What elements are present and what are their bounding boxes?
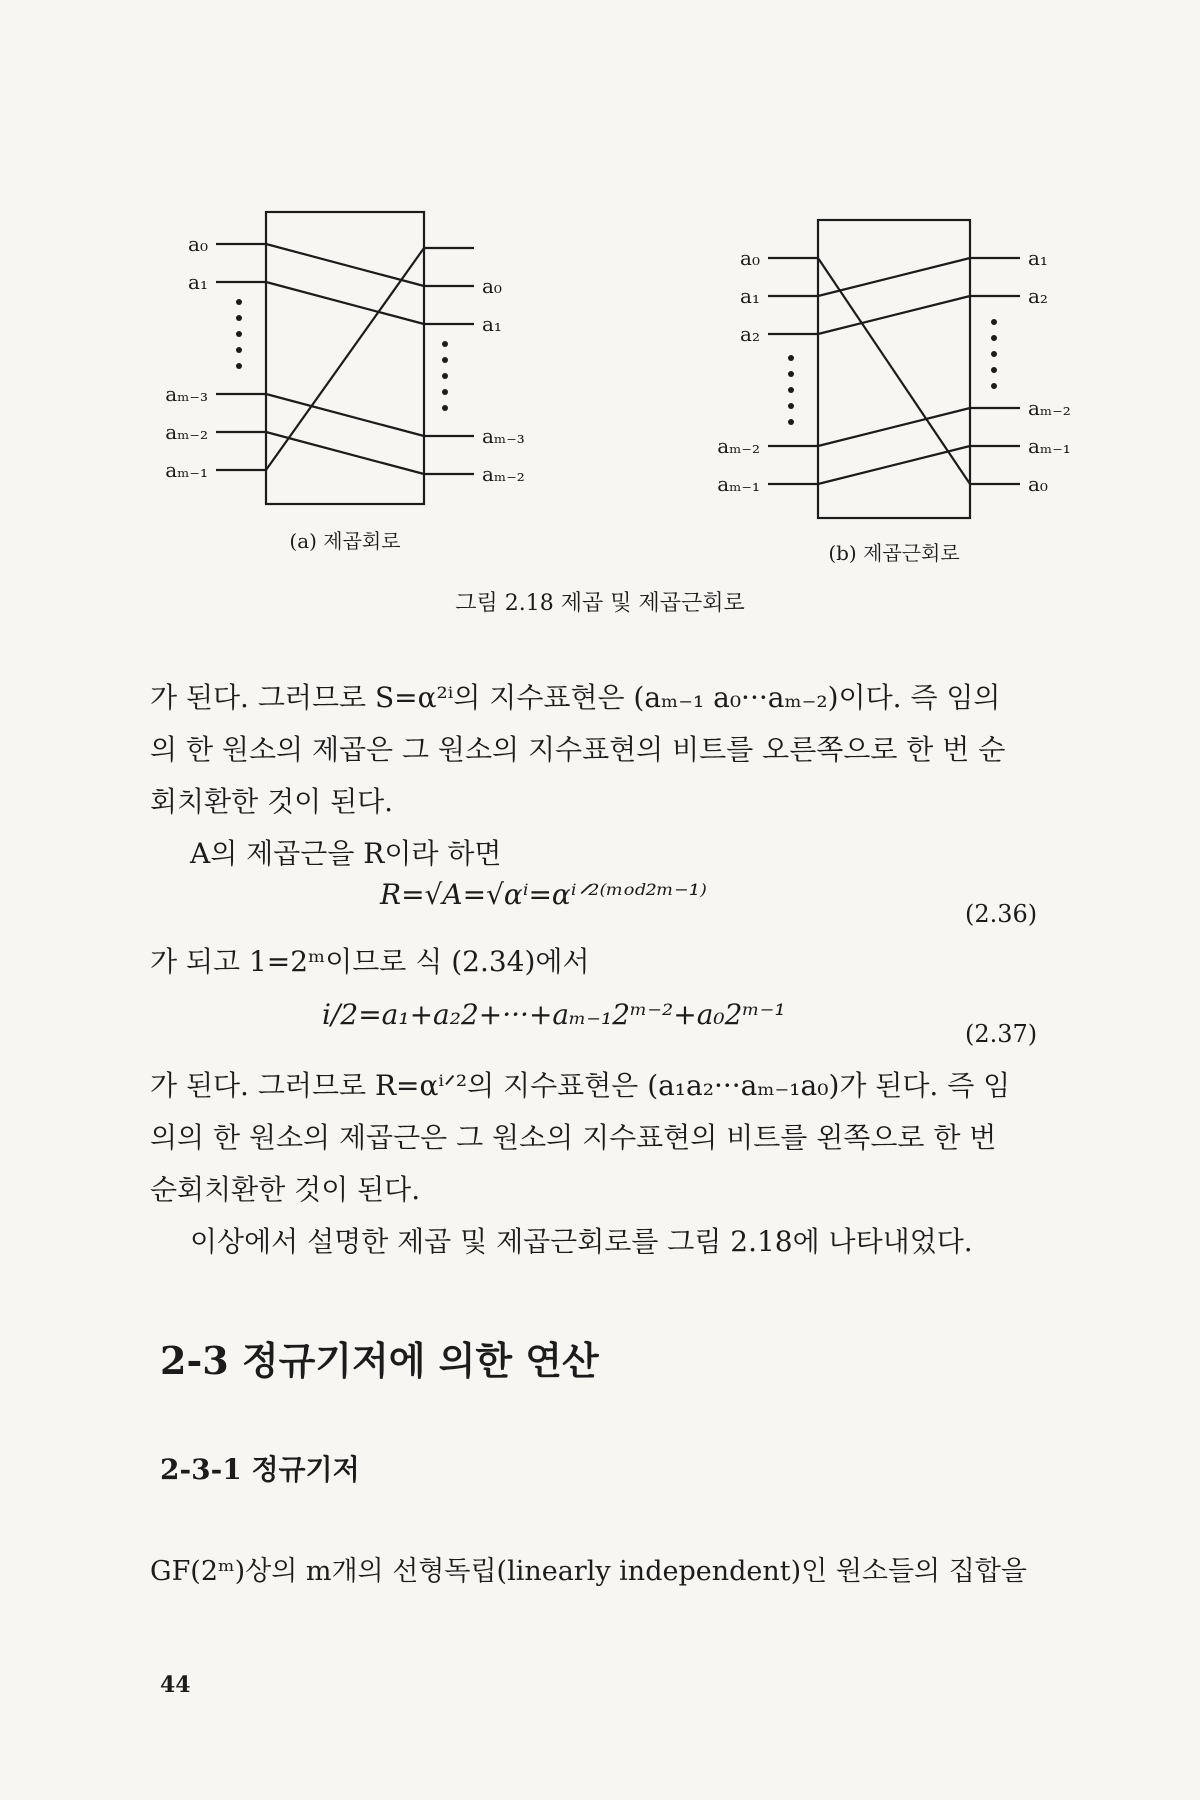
- paragraph-6: [150, 1546, 1070, 1598]
- text-line: 가 된다. 그러므로 S=α²ⁱ의 지수표현은 (aₘ₋₁ a₀···aₘ₋₂)이다. 즉 임의: [150, 681, 1001, 714]
- equation-number: (2.36): [965, 900, 1038, 928]
- figure-2-18: [0, 0, 1200, 640]
- input-label: a₀: [188, 232, 208, 256]
- text-line: A의 제곱근을 R이라 하면: [190, 837, 502, 870]
- equation-2-36: R=√A=√αⁱ=αⁱᐟ²⁽ᵐᵒᵈ²ᵐ⁻¹⁾: [380, 878, 707, 911]
- input-label: a₁: [740, 284, 760, 308]
- text-line: 가 되고 1=2ᵐ이므로 식 (2.34)에서: [150, 945, 590, 978]
- output-label: aₘ₋₃: [482, 424, 525, 448]
- text-line: 이상에서 설명한 제곱 및 제곱근회로를 그림 2.18에 나타내었다.: [190, 1225, 973, 1258]
- square-root-circuit: [768, 220, 1020, 518]
- input-label: aₘ₋₂: [717, 434, 760, 458]
- equation-2-37: i/2=a₁+a₂2+···+aₘ₋₁2ᵐ⁻²+a₀2ᵐ⁻¹: [322, 998, 786, 1031]
- figure-caption: 그림 2.18 제곱 및 제곱근회로: [455, 591, 745, 616]
- wire: [266, 282, 424, 324]
- input-label: a₂: [740, 322, 760, 346]
- squaring-circuit-label: (a) 제곱회로: [289, 529, 401, 553]
- wire: [818, 296, 970, 334]
- wire: [818, 446, 970, 484]
- wire: [818, 258, 970, 484]
- input-label: a₀: [740, 246, 760, 270]
- subsection-heading: 2-3-1 정규기저: [160, 1453, 360, 1486]
- page-number: 44: [160, 1672, 191, 1698]
- output-label: a₁: [1028, 246, 1048, 270]
- text-line: 의의 한 원소의 제곱근은 그 원소의 지수표현의 비트를 왼쪽으로 한 번: [150, 1121, 997, 1154]
- output-label: aₘ₋₂: [1028, 396, 1071, 420]
- input-label: a₁: [188, 270, 208, 294]
- output-label: aₘ₋₂: [482, 462, 525, 486]
- wire: [266, 394, 424, 436]
- wire: [818, 408, 970, 446]
- output-label: aₘ₋₁: [1028, 434, 1071, 458]
- section-heading: 2-3 정규기저에 의한 연산: [160, 1338, 599, 1383]
- paragraph-3: [150, 936, 1070, 988]
- text-line: GF(2ᵐ)상의 m개의 선형독립(linearly independent)인 원소들의 집합을: [150, 1556, 1027, 1587]
- input-label: aₘ₋₁: [717, 472, 760, 496]
- input-label: aₘ₋₁: [165, 458, 208, 482]
- text-line: 의 한 원소의 제곱은 그 원소의 지수표현의 비트를 오른쪽으로 한 번 순: [150, 733, 1006, 766]
- input-label: aₘ₋₃: [165, 382, 208, 406]
- output-label: a₁: [482, 312, 502, 336]
- wire: [818, 258, 970, 296]
- input-label: aₘ₋₂: [165, 420, 208, 444]
- paragraph-1: [150, 672, 1070, 880]
- paragraph-4: [150, 1060, 1070, 1268]
- text-line: 순회치환한 것이 된다.: [150, 1173, 421, 1206]
- text-line: 가 된다. 그러므로 R=αⁱᐟ²의 지수표현은 (a₁a₂···aₘ₋₁a₀)가 된다. 즉 임: [150, 1069, 1011, 1102]
- text-line: 회치환한 것이 된다.: [150, 785, 394, 818]
- square-root-circuit-label: (b) 제곱근회로: [828, 541, 960, 565]
- wire: [266, 248, 424, 470]
- output-label: a₀: [1028, 472, 1048, 496]
- equation-number: (2.37): [965, 1020, 1038, 1048]
- output-label: a₂: [1028, 284, 1048, 308]
- squaring-circuit: [216, 212, 474, 504]
- output-label: a₀: [482, 274, 502, 298]
